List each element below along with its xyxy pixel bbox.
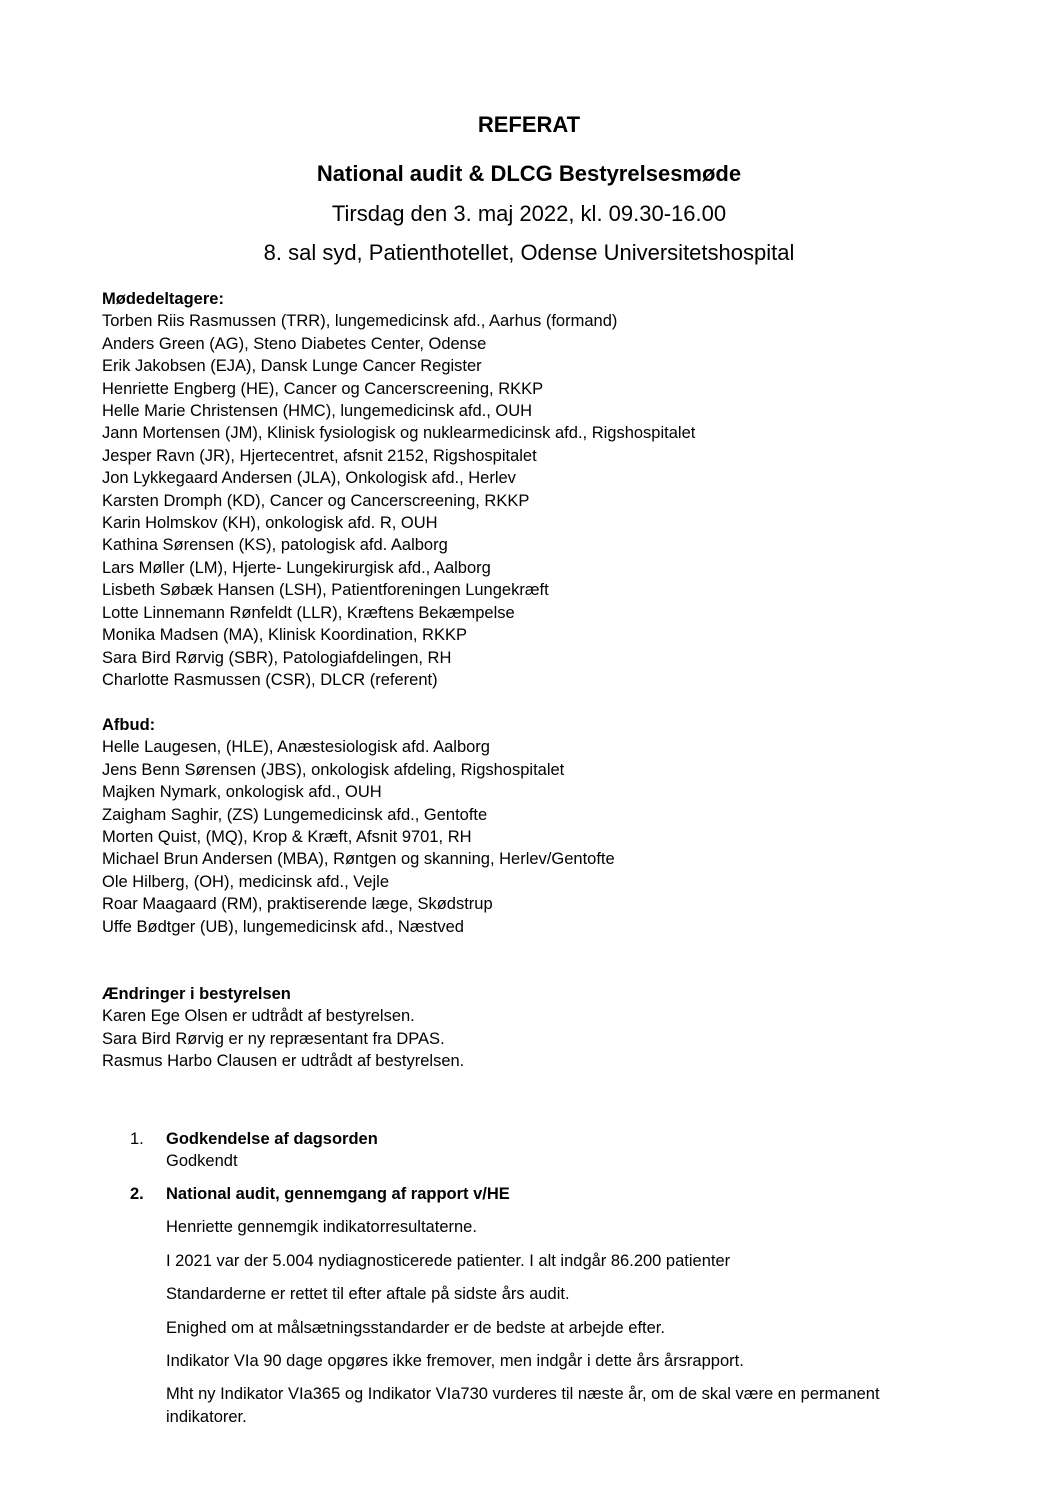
participants-list bbox=[102, 310, 982, 691]
participants-section bbox=[102, 288, 982, 691]
meeting-location: 8. sal syd, Patienthotellet, Odense Universitetshospital bbox=[263, 240, 795, 265]
participant-item: Charlotte Rasmussen (CSR), DLCR (referent) bbox=[102, 670, 438, 689]
agenda-item-number: 1. bbox=[130, 1130, 144, 1148]
agenda-paragraph: Enighed om at målsætningsstandarder er de bedste at arbejde efter. bbox=[166, 1318, 665, 1337]
absent-item: Ole Hilberg, (OH), medicinsk afd., Vejle bbox=[102, 872, 390, 891]
board-changes-heading: Ændringer i bestyrelsen bbox=[102, 985, 291, 1003]
meeting-name: National audit & DLCG Bestyrelsesmøde bbox=[316, 161, 742, 186]
participant-item: Jesper Ravn (JR), Hjertecentret, afsnit 2152, Rigshospitalet bbox=[102, 446, 537, 465]
participant-item: Monika Madsen (MA), Klinisk Koordination, RKKP bbox=[102, 626, 467, 645]
agenda-item-number: 2. bbox=[130, 1185, 144, 1203]
participant-item: Karsten Dromph (KD), Cancer og Cancerscreening, RKKP bbox=[102, 491, 530, 510]
agenda-paragraph: Indikator VIa 90 dage opgøres ikke fremover, men indgår i dette års årsrapport. bbox=[166, 1352, 744, 1371]
board-change-item: Sara Bird Rørvig er ny repræsentant fra DPAS. bbox=[102, 1029, 445, 1048]
agenda-item-2 bbox=[130, 1183, 930, 1428]
absent-item: Majken Nymark, onkologisk afd., OUH bbox=[102, 783, 382, 802]
absent-section bbox=[102, 714, 982, 938]
absent-item: Zaigham Saghir, (ZS) Lungemedicinsk afd., Gentofte bbox=[102, 805, 488, 824]
meeting-date: Tirsdag den 3. maj 2022, kl. 09.30-16.00 bbox=[331, 201, 727, 226]
participant-item: Helle Marie Christensen (HMC), lungemedicinsk afd., OUH bbox=[102, 402, 533, 421]
agenda-item-1 bbox=[130, 1128, 930, 1173]
participant-item: Lotte Linnemann Rønfeldt (LLR), Kræftens Bekæmpelse bbox=[102, 603, 515, 622]
participant-item: Torben Riis Rasmussen (TRR), lungemedicinsk afd., Aarhus (formand) bbox=[102, 312, 618, 331]
participant-item: Sara Bird Rørvig (SBR), Patologiafdelingen, RH bbox=[102, 648, 452, 667]
absent-item: Michael Brun Andersen (MBA), Røntgen og skanning, Herlev/Gentofte bbox=[102, 850, 615, 869]
agenda-item-heading: Godkendelse af dagsorden bbox=[166, 1130, 378, 1148]
participant-item: Lars Møller (LM), Hjerte- Lungekirurgisk afd., Aalborg bbox=[102, 558, 491, 577]
participant-item: Erik Jakobsen (EJA), Dansk Lunge Cancer Register bbox=[102, 357, 482, 376]
absent-item: Jens Benn Sørensen (JBS), onkologisk afdeling, Rigshospitalet bbox=[102, 760, 565, 779]
absent-list bbox=[102, 736, 982, 938]
agenda-paragraph: Mht ny Indikator VIa365 og Indikator VIa730 vurderes til næste år, om de skal være en permanent indikatorer. bbox=[166, 1385, 880, 1426]
board-changes-section bbox=[102, 983, 982, 1073]
board-change-item: Karen Ege Olsen er udtrådt af bestyrelsen. bbox=[102, 1007, 415, 1026]
agenda-item-heading: National audit, gennemgang af rapport v/HE bbox=[166, 1185, 510, 1203]
agenda-item-text: Godkendt bbox=[166, 1152, 238, 1171]
agenda-paragraph: Standarderne er rettet til efter aftale på sidste års audit. bbox=[166, 1285, 570, 1304]
participant-item: Anders Green (AG), Steno Diabetes Center, Odense bbox=[102, 334, 487, 353]
absent-item: Helle Laugesen, (HLE), Anæstesiologisk afd. Aalborg bbox=[102, 738, 490, 757]
absent-item: Roar Maagaard (RM), praktiserende læge, Skødstrup bbox=[102, 895, 493, 914]
participants-heading: Mødedeltagere: bbox=[102, 290, 224, 308]
participant-item: Jann Mortensen (JM), Klinisk fysiologisk og nuklearmedicinsk afd., Rigshospitalet bbox=[102, 424, 696, 443]
document-title: REFERAT bbox=[477, 112, 581, 137]
participant-item: Henriette Engberg (HE), Cancer og Cancerscreening, RKKP bbox=[102, 379, 544, 398]
agenda-paragraph: I 2021 var der 5.004 nydiagnosticerede patienter. I alt indgår 86.200 patienter bbox=[166, 1251, 731, 1270]
participant-item: Jon Lykkegaard Andersen (JLA), Onkologisk afd., Herlev bbox=[102, 469, 516, 488]
agenda-paragraph: Henriette gennemgik indikatorresultaterne. bbox=[166, 1218, 477, 1237]
absent-item: Uffe Bødtger (UB), lungemedicinsk afd., Næstved bbox=[102, 917, 464, 936]
absent-item: Morten Quist, (MQ), Krop & Kræft, Afsnit 9701, RH bbox=[102, 828, 472, 847]
participant-item: Lisbeth Søbæk Hansen (LSH), Patientforeningen Lungekræft bbox=[102, 581, 549, 600]
participant-item: Kathina Sørensen (KS), patologisk afd. Aalborg bbox=[102, 536, 448, 555]
participant-item: Karin Holmskov (KH), onkologisk afd. R, OUH bbox=[102, 514, 438, 533]
board-changes-list bbox=[102, 1005, 982, 1072]
absent-heading: Afbud: bbox=[102, 716, 156, 734]
board-change-item: Rasmus Harbo Clausen er udtrådt af bestyrelsen. bbox=[102, 1052, 465, 1071]
